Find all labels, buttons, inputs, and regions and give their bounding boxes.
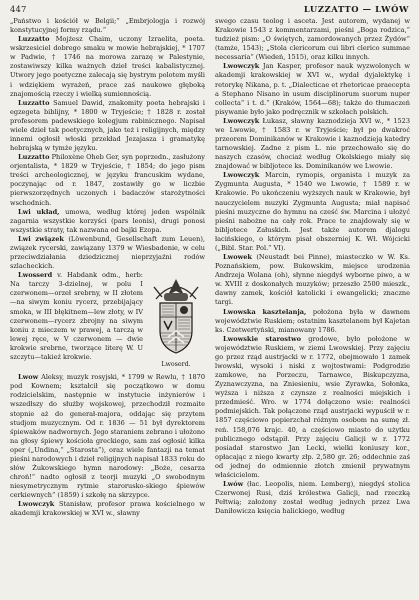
coat-of-arms-icon: [148, 273, 204, 359]
entry: [10, 208, 205, 235]
entry-text: (Neustadt bei Pinne), miasteczko w W. Ks. Poznańskiem, pow. Bukowskim, miejsce urodzenia Andrzeja Wolana (oh), słynne niegdyś wyborne piwo, a w w. XVIII z doskonałych muzyków; przeszło 2500 mieszk., dawny zamek, kościół katolicki i ewangelicki; znaczne targi.: [215, 253, 410, 307]
entry-text: „Państwo i kościół w Belgii;“ „Embrjologja i rozwój konstytucyjnej formy rządu.“: [10, 17, 205, 35]
entry: [215, 62, 410, 116]
entry-text: swego czasu teolog i asceta. Jest autorem, wydanej w Krakowie 1543 z kommentarzami, pieśni „Boga rodzica,“ tudzież pism: „O świętych, zamordowanych przez Żydów“ (tamże, 1543); „Stola clericorum cui libri clerico summae necessaria“ (Wiedeń, 1515), oraz kilku innych.: [215, 17, 410, 62]
entry-headword: Lwowska kasztelanja,: [223, 307, 307, 316]
entry-text: Jan Kasper, profesor nauk wyzwolonych w akademji krakowskiej w XVI w., wydał dyjalektykę i retorykę Nikana, p. t. „Dialecticae et rhetoricae praecepta a Stephano Nisano in usum disciplinorum suorum nuper collecta“ i t. d.“ (Kraków, 1564—68); także do tłumaczeń pisywanie było jako podręcznik w szkołach polskich.: [215, 62, 410, 116]
entry-headword: Lwowczyk: [223, 116, 260, 125]
entry-text: Stanisław, profesor prawa kościelnego w akademji krakowskiej w XVI w., sławny: [10, 500, 205, 518]
entry: [215, 480, 410, 516]
entry-headword: Lwowczyk: [223, 171, 260, 180]
entry: [215, 308, 410, 335]
left-column: [10, 17, 205, 595]
entry-text: Marcin, rymopis, organista i muzyk za Zygmunta Augusta, * 1540 we Lwowie, † 1589 r. w Krakowie. Po ukończeniu wyższych nauk w Krakowie, był nauczycielem muzyki Zygmunta Augusta; miał napisać pieśni muzyczne do hymnu na cześć św. Marcina i ułożyć pieśni nabożne na cały rok. Prace te znajdowały się w bibljotece Załuskich. Jest także autorem djalogu łacińskiego, o którym pisał obszerniej K. Wł. Wójcicki („Bibl. Star. Pol.“ VI).: [215, 171, 410, 252]
entry-text: Philoxène Oheb Ger, syn poprzedn., zasłużony orjentalista, * 1829 w Tryjeście, † 1854; do jego pism treści archeologicznej, w języku francuskim wydane, poczynając od r. 1847, zostawiły go w liczbie pierwszorzędnych uczonych i badaczów starożytności wschodnich.: [10, 153, 205, 207]
coat-of-arms-figure: [147, 273, 205, 373]
page-number: 447: [10, 4, 27, 14]
entry: [215, 171, 410, 253]
entry-headword: Luzzatto: [18, 153, 50, 162]
entry-text: Aleksy, muzyk rosyjski, * 1799 w Rewlu, † 1870 pod Kownem; kształcił się początkowo w domu rodzicielskim, następnie w instytucie inżynierów i wszedłszy do służby wojskowej, przechodził rozmaite stopnie aż do generał-majora, oddając się przytem studjom muzycznym. Od r. 1836 — 51 był dyrektorem śpiewaków nadwornych. Jego staraniem zebrano i ułożono na głosy śpiewy kościoła greckiego, sam zaś ogłosić kilka oper („Undina,“ „Starosta“), oraz wiele fantazji na temat pieśni narodowych i dzieł religijnych napisał 1833 roku do słów Żukowskiego hymn narodowy: „Boże, cesarza chroń!“ nadto ogłosił z teorji muzyki „O swobodnym niesymetrycznym rytmie starorusko-skiego śpiewów cerkiewnych“ (1859) i szkołę na skrzypce.: [10, 373, 205, 500]
entry-text: v. Habdank odm., herb: Na tarczy 3-dzielnej, w polu I czerwonem—orzeł srebrny, w II złotem—na siwym koniu rycerz, przebijający smoka, w III błękitnem—lew złoty, w IV czerwonem—rycerz zbrojny na siwym koniu z mieczem w prawej, a tarczą w lewej ręce, w V czerwonem — dwie krokwie srebrne, tworzące literę W. U szczytu—takież krokwie.: [10, 271, 143, 361]
entry: [215, 117, 410, 171]
entry-text: Łukasz, sławny kaznodzieja XVI w., * 1523 we Lwowie, † 1583 r. w Tryjeście; był po dwakroć przeorem Dominikanów w Krakowie i kaznodzieją katedry tarnowskiej. Zadne z pism L. nie przechowało się do naszych czasów, chociaż według Okolskiego miały się znajdować w bibljotece ks. Dominikanów we Lwowie.: [215, 116, 410, 171]
entry-headword: Lwów: [223, 479, 244, 488]
entry-text: położona była w dawnem województwie Ruskiem; ostatnim kasztelanem był Kajetan ks. Czetwertyński, mianowany 1786.: [215, 307, 410, 334]
entry-headword: Lwowczyk: [18, 500, 55, 509]
entry-headword: Lwowek: [223, 253, 252, 262]
entry-headword: Lwowczyk: [223, 62, 260, 71]
entry-headword: Lwosserd: [18, 271, 53, 280]
entry-headword: Luzzatto: [18, 35, 50, 44]
entry-text: grodowe, było położone w województwie Ruskiem, w ziemi Lwowskiej. Przy zajęciu go przez rząd austrjacki w r. 1772, obejmowało 1 zamek lwowski, wysoki i niski z wojtostwami: Podgrodzie zamkowe, na Porzeczu, Tarnawce, Biskupczyzna, Zyznawczyzna, na Zniesieniu, wsie Zyrawka, Sołonka, wyższa i niższa z czynsze z realności miejskich i przedmieść. Wro. w 1774 dołączono wsie: realności podmiejskich. Tak połączone rząd austrjacki wypuścił w r. 1857 częściowo popierzchał różnym osobom na sumę zł. reń. 158,076 krajc. 40, a częściowo miasto do użytku publicznego odstąpił. Przy zajęciu Galicji w r. 1772 posiadał starostwo Jan Lecki, wielki koniuszy kor., opłacając z niego kwarty złp. 2,580 gr. 26; oddechnie zaś od jednej do odmiennie złotch zmienił prywatnym właścicielom.: [215, 334, 410, 479]
entry: [215, 335, 410, 480]
entry: [10, 153, 205, 207]
entry-text: Mojżesz Chaim, uczony Izraelita, poeta. wskrzesiciel dobrego smaku w mowie hebrajskiej, * 1707 w Padwie, † 1746 na morowa zarazę w Palestynie, zostawiwszy kilka ważnych dzieł treści kabalistycznej. Utwory jego poetyczne zalecają się bystrym polotem myśli i wdziękiem wyrażeń, prace zaś naukowe głęboką znajomością rzeczy i wielką sumiennością.: [10, 35, 205, 98]
entry: [10, 99, 205, 153]
right-column: [215, 17, 410, 595]
crest-caption: Lwoserd.: [161, 361, 191, 369]
running-head: [10, 4, 409, 16]
entry-text: umowa, według której jeden wspólnik zagarnia wszystkie korzyści (pars leonis), drugi ponosi wszystkie straty, tak nazwana od bajki Ezopa.: [10, 207, 205, 234]
entry-text: Samuel Dawid, znakomity poeta hebrajski i egzegeta biblijny, * 1800 w Tryjeście; † 1828 r. został profesorem padewskiego kolegjum rabinicznego. Napisał wiele dzieł tak poetycznych, jako też i religijnych, między innemi ogłosił włoski przekład Jezajasza i gramatykę hebrajską w tymże języku.: [10, 98, 205, 153]
entry: [10, 35, 205, 99]
entry-headword: Lwowskie starostwo: [223, 334, 301, 343]
entry-headword: Lwi związek: [18, 234, 64, 243]
entry-headword: Luzzatto: [18, 98, 50, 107]
entry-text: (łac. Leopolis, niem. Lemberg), niegdyś stolica Czerwonej Rusi, dziś królestwa Galicji, nad rzeczką Pełtwią; założony został według jednych przez Lwa Daniłowicza księcia halickiego, według: [215, 479, 410, 516]
entry: [10, 373, 205, 500]
entry-headword: Lwi układ,: [18, 207, 60, 216]
entry-headword: Lwow: [18, 373, 39, 382]
entry: [215, 253, 410, 307]
entry-text: (Löwenbund, Gesellschaft zum Leuen), związek rycerski, zawiązany 1379 w Wiesbadenie, w celu przeciwdziałania dziedzicznej nieprzyjaźni rodów szlacheckich.: [10, 234, 205, 271]
entry: [10, 235, 205, 271]
entry: [10, 500, 205, 518]
crest-entry-block: [10, 271, 205, 373]
running-title: LUZZATTO — LWÓW: [303, 4, 409, 14]
